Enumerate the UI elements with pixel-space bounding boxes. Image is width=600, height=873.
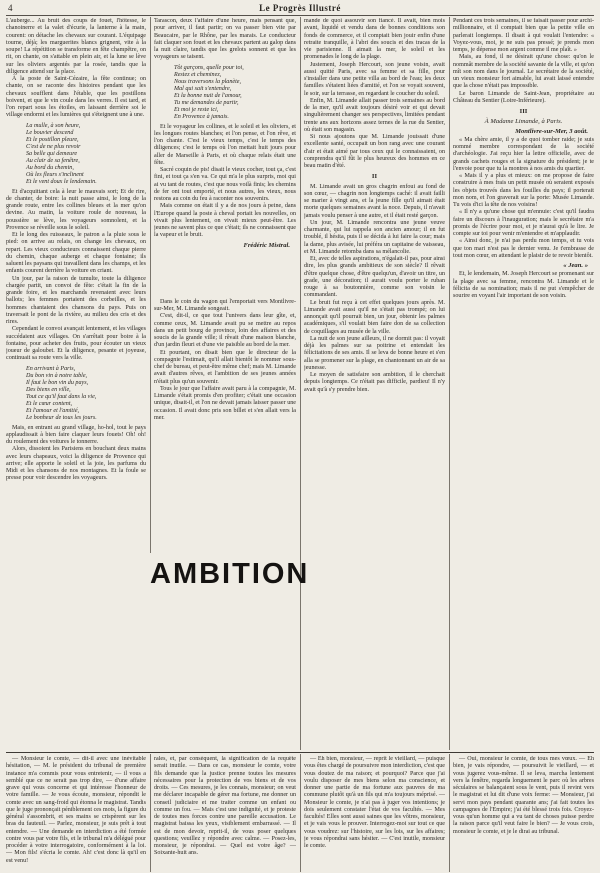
paragraph: L'auberge... Au bruit des coups de fouet, l'hôtesse, le chanoinerre et la valet d'écurie, la lanterne à la main, courent: on détache les chevaux sur courant. L'équipage tourne, déjà; les marguerites blancs grignent, vite à la soupe! La répétition se transforme en fête champêtre, on rit, on chante, on s'attable en plein air, et la lune se lève sur les oliviers argentés par la rosée, tandis que la diligence attend sur la place.	[6, 18, 146, 75]
column-rule-2	[300, 17, 301, 750]
page-header	[6, 2, 594, 14]
column-rule-3	[449, 17, 450, 750]
verse-line: Et le postillon pleure,	[26, 136, 79, 143]
paragraph: mande de quoi assouvir son fiancé. Il avait, bien mois avant, liquidé et vendu dans de bonnes conditions son fonds de commerce, et il comptait bien jouir enfin d'une retraite tranquille, à l'abri des soucis et des tracas de la vie parisienne. Il aimait la mer, le soleil et les promenades le long de la plage.	[304, 18, 445, 61]
column-4	[453, 18, 594, 751]
verse-line: En arrivant à Paris,	[26, 365, 76, 372]
verse-line: Du bon vin à notre table,	[26, 372, 88, 379]
verse-block	[26, 366, 146, 422]
bottom-rule-1	[150, 754, 151, 872]
author-signature: Frédéric Mistral.	[243, 241, 290, 249]
paragraph: Le baron Limande de Saint-Jean, propriétaire au Château du Sentier (Loire-Inférieure).	[453, 90, 594, 104]
paragraph: C'est, dit-il, ce que tout l'univers dans leur gîte, et, comme ceux, M. Limande avait pu se mettre au repos dans un petit bourg de province, loin des affaires et des soucis de la grande ville; il rêvait d'une maison blanche, d'un jardin fleuri et d'une vie paisible au bord de la mer.	[154, 313, 296, 349]
bottom-rule-3	[449, 754, 450, 872]
verse-line: Restez et cheminez,	[174, 71, 222, 78]
verse-block	[26, 123, 146, 186]
verse-line: En Provence à jamais.	[174, 113, 229, 120]
paragraph: Tous le jour que l'affaire avait paru à la compagnie, M. Limande s'était promis d'en profiter; c'était une occasion unique, disait-il, et l'on ne devait jamais laisser passer une occasion. Il avait donc pris son billet et s'en allait vers la mer.	[154, 385, 296, 421]
paragraph: Et, avec de telles aspirations, n'égalait-il pas, pour ainsi dire, les plus grands ambitieux de son siècle? Il rêvait d'être quelque chose, d'être quelqu'un, d'avoir un titre, un grade, une décoration; il aurait voulu porter le ruban rouge à sa boutonnière, comme son voisin le commandant.	[304, 256, 445, 299]
paragraph: « Il n'y a qu'une chose qui m'ennuie: c'est qu'il faudra faire un discours à l'inauguration; mais le secrétaire m'a promis de l'écrire pour moi, et je n'aurai qu'à le lire. Je compte sur toi pour venir m'entendre et m'applaudir.	[453, 209, 594, 237]
verse-block	[174, 65, 296, 121]
verse-line: Nous traversons la planète,	[174, 78, 242, 85]
verse-line: Où les fleurs s'inclinent	[26, 171, 84, 178]
verse-line: Tout ce qu'il faut dans la vie,	[26, 393, 97, 400]
paragraph: Alors, dissoient les Parisiens en bouchant deux mains avec leurs chapeaux, voici la diligence de Provence qui arrive; elle apporte le soleil et la joie, les parfums du Midi et les chansons de nos montagnes. Et la foule se presse pour voir descendre les voyageurs.	[6, 446, 146, 482]
verse-line: Et le vent doux le lendemain.	[26, 178, 97, 185]
verse-line: Et la bonne nuit de l'amour,	[174, 92, 242, 99]
paragraph: Et d'acquittant cela à leur le mauvais sort; Et de rire, de chanter, de boire: la nuit passe ainsi, le long de la grande route, entre les collines bleues et la mer qu'on devine. Au matin, la voiture roule de nouveau, la poussière se lève, les voyageurs somnolent, et la Provence se réveille sous le soleil.	[6, 188, 146, 231]
verse-line: Et moi je reste ici,	[174, 106, 219, 113]
paragraph: Mais comme on était il y a de nos jours à peine, dans l'Europe quand la poste à cheval portait les nouvelles, on vivait plus lentement, on vivait mieux peut-être. Les jeunes ne savent plus ce que c'était; ils ne connaissent que la vapeur et le bruit.	[154, 203, 296, 239]
paragraph: Tarascon, deux l'affaire d'une heure, mais pensant que, pour arriver, il faut partir; on va passer bien vite par Beaucaire, par le Rhône, par les marais. Le conducteur fait claquer son fouet et les chevaux partent au galop dans la nuit claire, tandis que les grelots sonnent et que les voyageurs se taisent.	[154, 18, 296, 61]
paragraph: Dans le coin du wagon qui l'emportait vers Montlivre-sur-Mer, M. Limande songeait.	[154, 298, 296, 312]
verse-line: La mulle, à son heure,	[26, 122, 81, 129]
paragraph: Un jour, M. Limande rencontra une jeune veuve charmante, qui lui rappela son ancien amour; il en fut troublé, il hésita, puis il se décida à lui faire la cour; mais la dame, plus avisée, lui préféra un capitaine de vaisseau, et M. Limande retomba dans sa mélancolie.	[304, 219, 445, 255]
feuilleton-column-4	[453, 756, 594, 872]
paragraph: Sacré coquin de pis! disait le vieux cocher, tout ça, c'est fini, et tout ça s'en va. Ce qui m'a le plus surpris, moi qui ai vu tant de routes, c'est que nous voilà finis; les chemins de fer ont tout emporté, et nous autres, les vieux, nous restons au coin du feu à raconter nos souvenirs.	[154, 167, 296, 202]
header-rule	[6, 15, 594, 16]
paragraph: rales, et, par conséquent, la signification de la requête serait inutile. — Dans ce cas, monsieur le comte, votre fils demande que la justice prenne toutes les mesures nécessaires pour la protection de vos biens et de vos droits. — Ces mesures, je les connais, monsieur; on veut me déclarer incapable de gérer ma fortune, me donner un conseil judiciaire et me traiter comme un enfant ou comme un fou. — Mais c'est une indignité, et je proteste de toutes mes forces contre une pareille accusation. Le magistrat baissa les yeux, visiblement embarrassé. — Il est de mon devoir, reprit-il, de vous poser quelques questions; veuillez y répondre avec calme. — Posez-les, monsieur, je répondrai. — Quel est votre âge? — Soixante-huit ans.	[154, 756, 296, 857]
paragraph: Mais, en entrant au grand village, ho-hol, tout le pays applaudissait à bien faire claquer leurs fouets! Oh! oh! du roulement des voitures le tonnerre.	[6, 424, 146, 445]
bottom-rule-2	[300, 754, 301, 872]
paragraph: Un jour, par la raison de tumulte, toute la diligence chargée partit, un convoi de fête: c'était la fin de la grande foire, et les marchands revenaient avec leurs ballots; les femmes portaient des corbeilles, et les hommes chantaient des chansons du pays. Puis on traversait le pont de la rivière, au milieu des cris et des rires.	[6, 275, 146, 325]
verse-line: Au clair de sa fenêtre,	[26, 157, 80, 164]
paragraph: Justement, Joseph Hercourt, son jeune voisin, avait aussi quitté Paris, avec sa femme et sa fille, pour s'installer dans une petite villa au bord de l'eau; les deux familles s'étaient liées d'amitié, et l'on se voyait souvent, le soir, sur la terrasse, en regardant le coucher du soleil.	[304, 61, 445, 97]
paragraph: Cependant le convoi avançait lentement, et les villages succédaient aux villages. On s'arrêtait pour boire à la fontaine, pour acheter des fruits, pour écouter un vieux joueur de galoubet. Et la diligence, pesante et joyeuse, continuait sa route vers la ville.	[6, 326, 146, 362]
column-3	[304, 18, 445, 751]
verse-line: Le bouvier descend	[26, 129, 74, 136]
feuilleton-column-3	[304, 756, 445, 872]
paragraph: — Monsieur le comte, — dit-il avec une inévitable hésitation, — M. le président du tribunal de première instance m'a commis pour vous entretenir, — il vous a semblé que ce ne serait pas trop dire, — d'une affaire grave qui vous concerne et qui intéresse l'honneur de votre famille. — Je vous écoute, monsieur, répondit le comte avec un sang-froid qui étonna le magistrat. Tandis que le juge prononçait péniblement ces mots, la figure du général s'assombrit, et ses mains se crispèrent sur les bras du fauteuil. — Parlez, monsieur, je suis prêt à tout entendre. — Une demande en interdiction a été formée contre vous par votre fils, et le tribunal m'a délégué pour procéder à votre interrogatoire, conformément à la loi. — Mon fils! s'écria le comte. Ah! c'est donc là qu'il en est venu!	[6, 756, 146, 864]
verse-line: Sa belle qui demeure	[26, 150, 78, 157]
paragraph: Et pourtant, on disait bien que le directeur de la compagnie l'estimait, qu'il allait bientôt le nommer sous-chef de bureau, et peut-être même chef; mais M. Limande avait d'autres rêves, et l'ambition de ses jeunes années n'était plus qu'un souvenir.	[154, 349, 296, 385]
paragraph: M. Limande avait un gros chagrin enfoui au fond de son cœur, — chagrin non longtemps caché: il avait failli se marier à vingt ans, et la jeune fille qu'il aimait était morte quelques semaines avant la noce. Depuis, il n'avait jamais voulu penser à une autre, et il était resté garçon.	[304, 183, 445, 219]
paragraph: Et le voyageur les collines, et le soleil et les oliviers, et les longues routes blanches; et l'on pense, et l'on rêve, et l'on chante. C'est le vieux temps, c'est le temps des diligences; c'est le temps où l'on mettait huit jours pour aller de Marseille à Paris, et où chaque relais était une fête.	[154, 123, 296, 166]
verse-line: Tôt garçons, quelle pour toi,	[174, 64, 244, 71]
paragraph: — Eh bien, monsieur, — reprit le vieillard, — puisque vous êtes chargé de poursuivre mon interdiction, c'est que vous doutez de ma raison; et pourquoi? Parce que j'ai voulu disposer de mes biens selon ma conscience, et donner une partie de ma fortune aux pauvres de ma commune plutôt qu'à un fils qui m'a toujours méprisé. — Monsieur le comte, je n'ai pas à juger vos intentions; je dois seulement constater l'état de vos facultés. — Mes facultés! Elles sont aussi saines que les vôtres, monsieur, et je vais vous le prouver. Interrogez-moi sur tout ce que vous voudrez: sur l'histoire, sur les lois, sur les affaires; je vous répondrai sans hésiter. — C'est inutile, monsieur le comte.	[304, 756, 445, 849]
paragraph: Le bruit fut reçu à cet effet quelques jours après. M. Limande avait aussi qu'il ne s'était pas trompé; on lui annonçait qu'il pourrait bien, un jour, obtenir les palmes académiques, s'il voulait bien faire don de sa collection de coquillages au musée de la ville.	[304, 299, 445, 335]
column-2	[154, 18, 296, 751]
letter-signature: « Jean. »	[563, 262, 588, 269]
column-rule-1	[150, 17, 151, 553]
paragraph: Enfin, M. Limande allait passer trois semaines au bord de la mer, qu'il avait toujours désiré voir et qui devait singulièrement changer ses perspectives, limitées pendant trente ans aux horizons assez ternes de la rue du Sentier, où était son magasin.	[304, 97, 445, 133]
verse-line: Au bord du chemin,	[26, 164, 74, 171]
paragraph: Le moyen de satisfaire son ambition, il le cherchait depuis longtemps. Ce n'était pas difficile, pardieu! Il n'y avait qu'à s'y prendre bien.	[304, 372, 445, 393]
page-number: 4	[8, 3, 13, 13]
feuilleton-rule	[6, 752, 594, 753]
paragraph: Mais, au fond, il ne désirait qu'une chose: qu'on le nommât membre de la société savante de la ville, et qu'on mît son nom dans le journal. Le secrétaire de la société, un vieux monsieur fort aimable, lui avait laissé entendre que la chose n'était pas impossible.	[453, 54, 594, 90]
newspaper-title: Le Progrès Illustré	[259, 3, 341, 13]
paragraph: Pendant ces trois semaines, il se faisait passer pour archi-millionnaire, et il comptait bien que la petite ville en parlerait longtemps. Il disait à qui voulait l'entendre: « Voyez-vous, moi, je ne suis pas pressé; je prends mon temps, je dépense mon argent comme il me plaît. »	[453, 18, 594, 53]
paragraph: « Ainsi donc, je n'ai pas perdu mon temps, et tu vois que ton mari n'est pas le dernier venu. Je t'embrasse de tout mon cœur, en attendant le plaisir de te revoir bientôt.	[453, 238, 594, 259]
letter-heading: À Madame Limande, à Paris.	[484, 118, 563, 126]
verse-line: Et le cœur content,	[26, 400, 73, 407]
paragraph: « Ma chère amie, il y a de quoi tomber raide; je suis nommé membre correspondant de la société d'archéologie. J'ai reçu hier la lettre officielle, avec de grands cachets rouges et la signature du président; je te l'envoie pour que tu la montres à nos amis du quartier.	[453, 136, 594, 172]
paragraph: Si nous ajoutons que M. Limande jouissait d'une excellente santé, occupait un bon rang avec une courant d'air et était aimé par tous ceux qui le connaissaient, on comprendra qu'il fût le plus heureux des hommes en ce beau matin d'été.	[304, 134, 445, 169]
paragraph: À la poste de Saint-Cézaire, la fête continue; on chante, on se raconte des histoires pendant que les chevaux soufflent dans l'étable, que les postillons boivent, et que le vin coule dans les verres. Il est tard, et l'on repart sous les étoiles, en laissant derrière soi le village endormi et les lumières qui s'éteignent une à une.	[6, 76, 146, 119]
verse-line: Il faut le bon vin du pays,	[26, 379, 89, 386]
verse-line: Tu me demandes de partir,	[174, 99, 239, 106]
section-numeral: II	[371, 173, 378, 181]
feuilleton-column-2	[154, 756, 296, 872]
verse-line: Mal qui sait s'entendre,	[174, 85, 232, 92]
paragraph: — Oui, monsieur le comte, de tous mes vœux. — Eh bien, je vais répondre, — poursuivit le vieillard, — et vous jugerez vous-même. Il se leva, marcha lentement vers la fenêtre, regarda longuement le parc où les arbres séculaires se balançaient sous le vent, puis il revint vers le magistrat et lui dit d'une voix ferme: — Monsieur, j'ai servi mon pays pendant quarante ans; j'ai fait toutes les campagnes de l'Empire; j'ai été blessé trois fois. Croyez-vous qu'un homme qui a vu tant de choses puisse perdre la raison parce qu'il veut faire le bien? — Je vous crois, monsieur le comte, et je le dirai au tribunal.	[453, 756, 594, 835]
story-title: AMBITION	[150, 558, 310, 590]
paragraph: La nuit de son jeune ailleurs, il ne dormit pas: il voyait déjà les palmes sur sa poitrine et entendait les félicitations de ses amis. Il se leva de bonne heure et s'en alla se promener sur la plage, en chantonnant un air de sa jeunesse.	[304, 335, 445, 371]
paragraph: « Mais il y a plus et mieux: on me propose de faire construire à mes frais un petit musée où seraient exposés les objets trouvés dans les fouilles du pays; il porterait mon nom, et l'on graverait sur la porte: Musée Limande. Tu vois d'ici la tête de nos voisins!	[453, 173, 594, 208]
verse-line: Le bonheur de tous les jours.	[26, 414, 97, 421]
verse-line: Et l'amour et l'amitié,	[26, 407, 80, 414]
paragraph: Et, le lendemain, M. Joseph Hercourt se promenant sur la plage avec sa femme, rencontra M. Limande et le félicita de sa nomination; mais il ne put s'empêcher de sourire en voyant l'air important de son voisin.	[453, 271, 594, 299]
title-spacer	[154, 251, 296, 299]
section-numeral: III	[519, 108, 528, 115]
paragraph: Et le long des ruisseaux, le patron a la pluie sous le pied: on arrive au relais, on change les chevaux, on repart. Les vieux conducteurs connaissent chaque pierre du chemin, chaque auberge et chaque fontaine; ils saluent les paysans qui travaillent dans les champs, et les enfants courent derrière la voiture en criant.	[6, 232, 146, 275]
verse-line: C'est de ne plus revoir	[26, 143, 81, 150]
column-1	[6, 18, 146, 751]
letter-date: Montlivre-sur-Mer, 3 août.	[515, 127, 588, 135]
feuilleton-column-1	[6, 756, 146, 872]
verse-line: Des biens en ville,	[26, 386, 71, 393]
